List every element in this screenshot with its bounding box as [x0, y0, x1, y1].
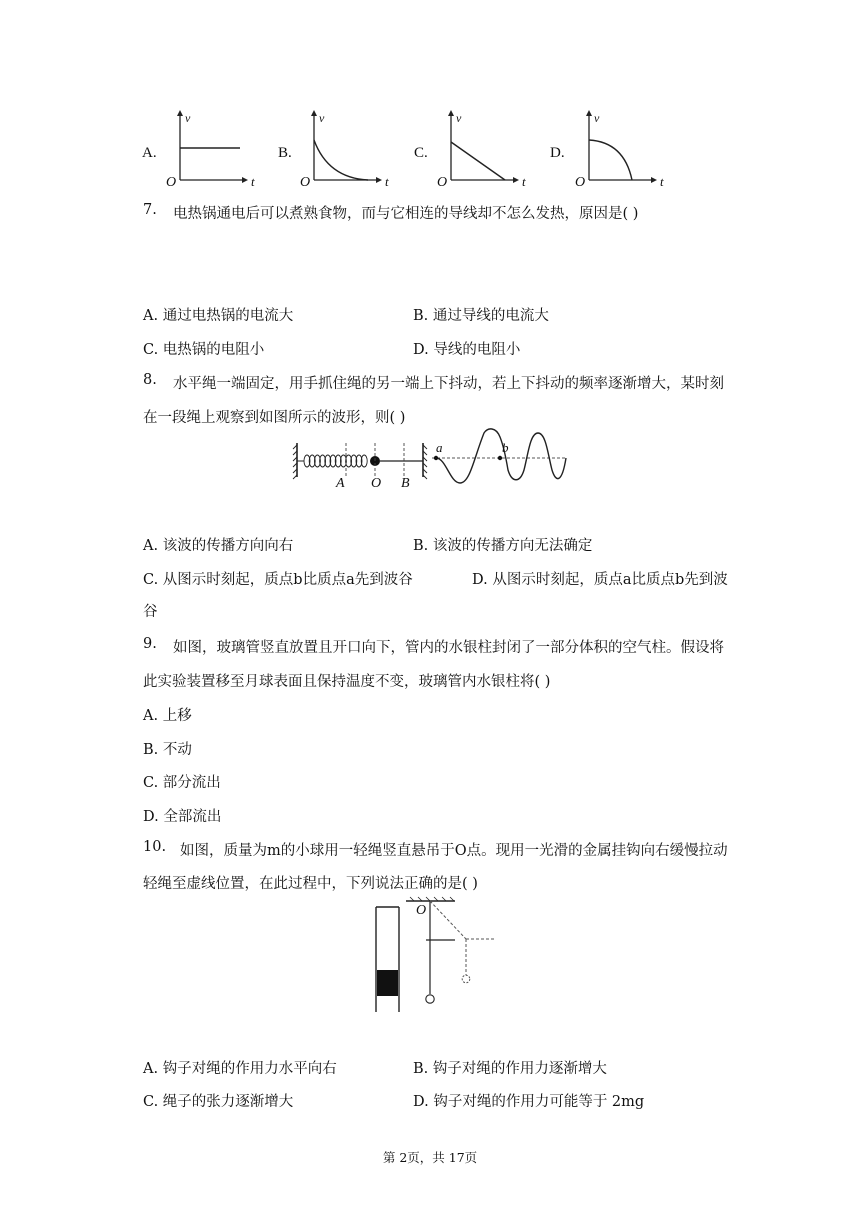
q8-stem-line1: 水平绳一端固定，用手抓住绳的另一端上下抖动，若上下抖动的频率逐渐增大，某时刻	[173, 376, 724, 392]
q9-option-c: C. 部分流出	[143, 775, 221, 791]
q8-number: 8.	[143, 372, 157, 388]
q9-number: 9.	[143, 636, 157, 652]
axis-t-label: t	[251, 174, 255, 189]
q9-option-b: B. 不动	[143, 742, 192, 758]
q10-option-c: C. 绳子的张力逐渐增大	[143, 1094, 294, 1110]
q10-option-a: A. 钩子对绳的作用力水平向右	[143, 1061, 337, 1077]
q7-stem: 电热锅通电后可以煮熟食物，而与它相连的导线却不怎么发热，原因是( )	[173, 206, 639, 222]
origin-label: O	[166, 175, 177, 190]
q6-graph-b	[278, 110, 389, 190]
q7-option-b: B. 通过导线的电流大	[413, 308, 549, 324]
q8-option-c: C. 从图示时刻起，质点b比质点a先到波谷	[143, 572, 413, 588]
q6-graphs	[0, 0, 860, 200]
page-footer: 第 2页，共 17页	[382, 1150, 478, 1165]
q6-option-d-label: D.	[550, 145, 565, 161]
origin-label: O	[437, 175, 448, 190]
point-o-label: O	[371, 476, 382, 491]
q10-figure	[0, 895, 860, 1025]
axis-v-label: v	[185, 111, 191, 125]
q8-stem-line2: 在一段绳上观察到如图所示的波形，则( )	[143, 410, 406, 426]
q7-number: 7.	[143, 202, 157, 218]
q6-option-a-label: A.	[142, 145, 157, 161]
q6-option-b-label: B.	[278, 145, 292, 161]
q10-option-b: B. 钩子对绳的作用力逐渐增大	[413, 1061, 607, 1077]
pendulum-hook-diagram	[406, 897, 494, 1003]
q8-figure	[0, 425, 860, 505]
axis-t-label: t	[385, 174, 389, 189]
q9-option-d: D. 全部流出	[143, 809, 222, 825]
q6-graph-a	[142, 110, 255, 190]
q7-option-d: D. 导线的电阻小	[413, 342, 521, 358]
particle-b-label: b	[502, 440, 509, 455]
axis-v-label: v	[319, 111, 325, 125]
q6-graph-d	[550, 110, 664, 190]
q9-stem-line2: 此实验装置移至月球表面且保持温度不变，玻璃管内水银柱将( )	[143, 674, 551, 690]
point-b-label: B	[401, 476, 410, 491]
axis-t-label: t	[522, 174, 526, 189]
point-a-label: A	[336, 476, 345, 491]
spring-oscillator-diagram	[293, 443, 427, 491]
q7-option-a: A. 通过电热锅的电流大	[143, 308, 294, 324]
q7-option-c: C. 电热锅的电阻小	[143, 342, 265, 358]
q8-option-a: A. 该波的传播方向向右	[143, 538, 294, 554]
point-o-label: O	[416, 903, 427, 918]
rope-wave-diagram	[432, 429, 566, 483]
origin-label: O	[300, 175, 311, 190]
q10-stem-line1: 如图，质量为m的小球用一轻绳竖直悬吊于O点。现用一光滑的金属挂钩向右缓慢拉动	[180, 843, 728, 859]
q6-option-c-label: C.	[414, 145, 428, 161]
particle-a-label: a	[436, 440, 443, 455]
q10-number: 10.	[143, 839, 167, 855]
q9-option-a: A. 上移	[143, 708, 192, 724]
q8-option-d-line2: 谷	[143, 604, 158, 620]
axis-v-label: v	[594, 111, 600, 125]
q6-graph-c	[414, 110, 526, 190]
origin-label: O	[575, 175, 586, 190]
q9-stem-line1: 如图，玻璃管竖直放置且开口向下，管内的水银柱封闭了一部分体积的空气柱。假设将	[173, 640, 724, 656]
q10-option-d: D. 钩子对绳的作用力可能等于 2mg	[413, 1094, 645, 1110]
glass-tube-diagram	[376, 907, 399, 1012]
q10-stem-line2: 轻绳至虚线位置，在此过程中，下列说法正确的是( )	[143, 876, 478, 892]
axis-v-label: v	[456, 111, 462, 125]
q8-option-b: B. 该波的传播方向无法确定	[413, 538, 593, 554]
q8-option-d-line1: D. 从图示时刻起，质点a比质点b先到波	[472, 572, 728, 588]
axis-t-label: t	[660, 174, 664, 189]
